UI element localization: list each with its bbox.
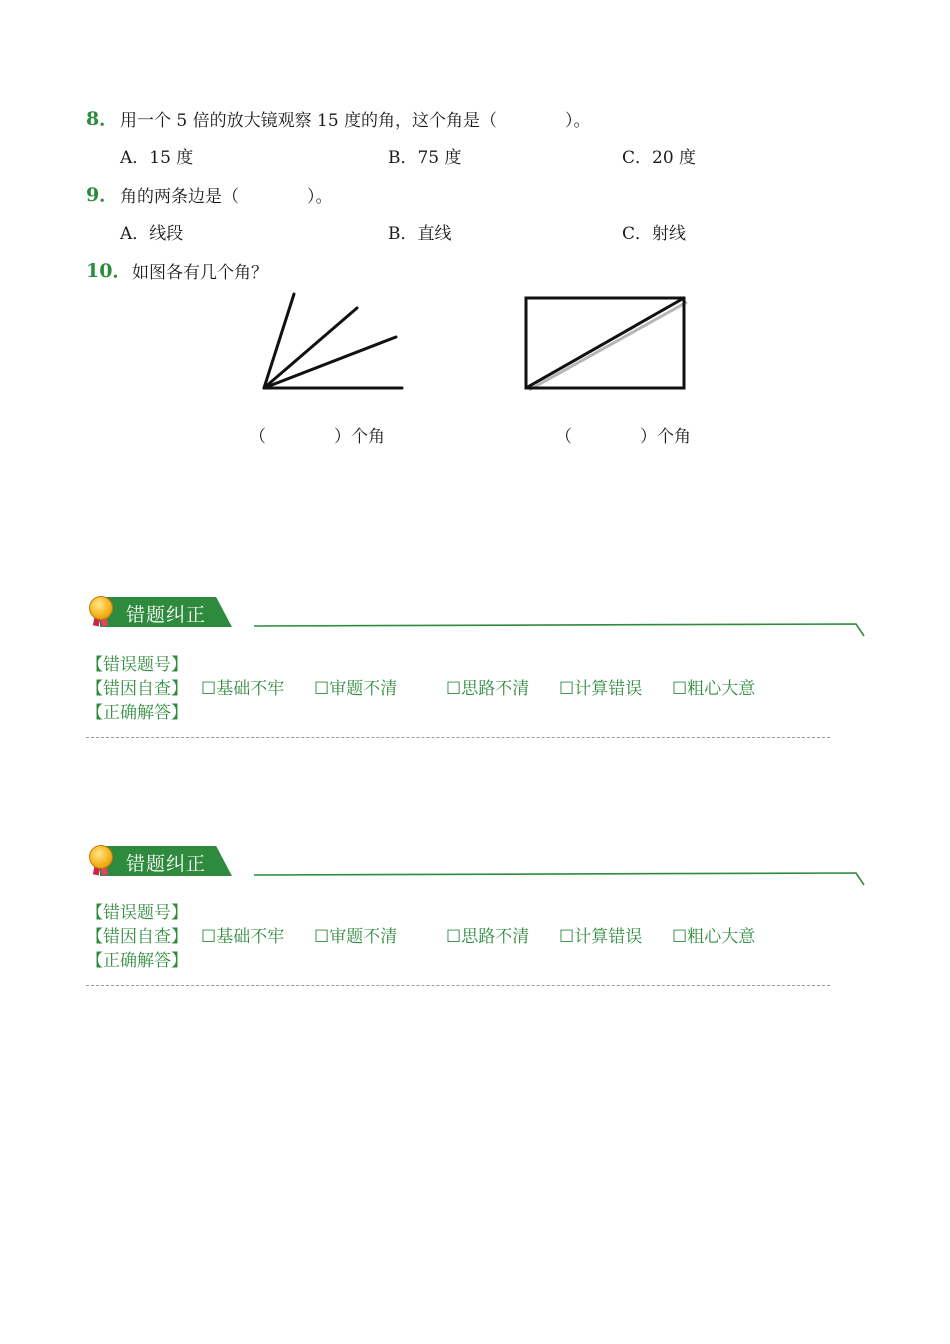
- reason-checkbox-careless[interactable]: ☐粗心大意: [672, 927, 756, 947]
- reason-checkbox-calculation[interactable]: ☐计算错误: [559, 927, 643, 947]
- question-9-number: 9．: [86, 184, 119, 206]
- reason-checkbox-basic[interactable]: ☐基础不牢: [201, 679, 285, 699]
- question-10-number: 10．: [86, 260, 132, 282]
- medal-icon: [89, 596, 113, 620]
- wrong-number-label: 【错误题号】: [86, 655, 188, 675]
- medal-icon: [89, 845, 113, 869]
- question-9-option-a: A．线段: [120, 224, 184, 244]
- banner-title: 错题纠正: [126, 604, 207, 626]
- question-8-option-b: B．75 度: [388, 148, 462, 168]
- question-8-number: 8．: [86, 108, 119, 130]
- reason-label: 【错因自查】: [86, 679, 188, 699]
- figure-2-answer-blank: （ ）个角: [555, 427, 691, 447]
- reason-checkbox-basic[interactable]: ☐基础不牢: [201, 927, 285, 947]
- reason-checkbox-reading[interactable]: ☐审题不清: [314, 679, 398, 699]
- reason-checkbox-thinking[interactable]: ☐思路不清: [446, 679, 530, 699]
- diagonal: [526, 298, 684, 388]
- ray-3: [264, 337, 396, 388]
- question-10-text: 如图各有几个角？: [132, 263, 268, 283]
- reason-checkbox-calculation[interactable]: ☐计算错误: [559, 679, 643, 699]
- question-8-option-c: C．20 度: [622, 148, 697, 168]
- reason-checkbox-reading[interactable]: ☐审题不清: [314, 927, 398, 947]
- rectangle-diagonal-figure: [520, 292, 692, 396]
- banner-rule: [254, 620, 866, 640]
- wrong-number-label: 【错误题号】: [86, 903, 188, 923]
- banner-title: 错题纠正: [126, 853, 207, 875]
- diagonal-shadow: [529, 302, 687, 390]
- question-8-text: 用一个 5 倍的放大镜观察 15 度的角，这个角是（ ）。: [120, 111, 591, 131]
- reason-checkbox-careless[interactable]: ☐粗心大意: [672, 679, 756, 699]
- answer-label: 【正确解答】: [86, 951, 188, 971]
- figure-1-answer-blank: （ ）个角: [249, 427, 385, 447]
- reason-label: 【错因自查】: [86, 927, 188, 947]
- question-9-text: 角的两条边是（ ）。: [120, 187, 333, 207]
- answer-label: 【正确解答】: [86, 703, 188, 723]
- rays-figure: [250, 288, 410, 398]
- reason-checkbox-thinking[interactable]: ☐思路不清: [446, 927, 530, 947]
- answer-divider: [86, 985, 830, 986]
- banner-rule: [254, 869, 866, 889]
- question-9-option-b: B．直线: [388, 224, 452, 244]
- question-8-option-a: A．15 度: [120, 148, 194, 168]
- question-9-option-c: C．射线: [622, 224, 687, 244]
- answer-divider: [86, 737, 830, 738]
